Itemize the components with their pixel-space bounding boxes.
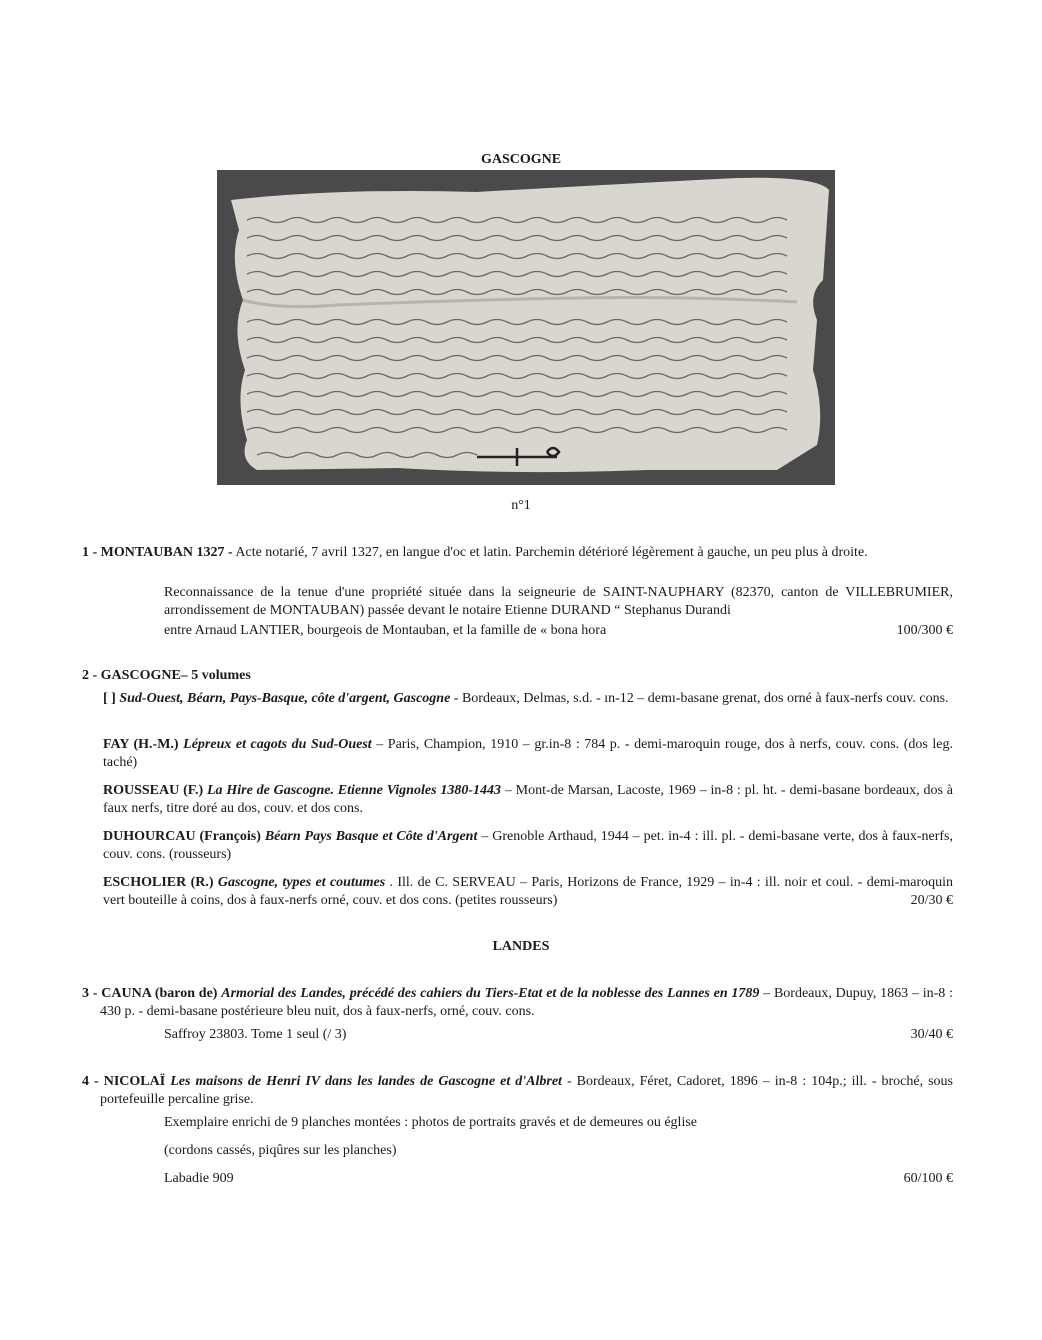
- lot-4-description-3-text: Labadie 909: [164, 1171, 234, 1186]
- lot-2-item-1-rest: - Bordeaux, Delmas, s.d. - ın-12 – demı-basane grenat, dos orné à faux-nerfs couv. cons.: [450, 691, 949, 706]
- section-title-gascogne: GASCOGNE: [480, 152, 562, 167]
- lot-4-rest: - Bordeaux, Féret, Cadoret, 1896 – in-8 : 104p.; ill. - broché, sous portefeuille percaline grise.: [100, 1074, 954, 1107]
- manuscript-image: [217, 170, 835, 485]
- lot-3-price: 30/40 €: [910, 1027, 953, 1042]
- lot-1-text: Acte notarié, 7 avril 1327, en langue d'oc et latin. Parchemin détérioré légèrement à gauche, un peu plus à droite.: [235, 545, 868, 560]
- lot-4-number: 4 -: [82, 1074, 99, 1089]
- lot-1-heading: MONTAUBAN 1327 -: [100, 545, 233, 560]
- lot-2-item-4-title: Béarn Pays Basque et Côte d'Argent: [264, 829, 478, 844]
- lot-2-item-3-author: ROUSSEAU (F.): [103, 783, 204, 798]
- section-title-landes: LANDES: [492, 939, 550, 954]
- parchment-photo: [217, 170, 835, 485]
- lot-1-description: Reconnaissance de la tenue d'une propriété située dans la seigneurie de SAINT-NAUPHARY (82370, canton de VILLEBRUMIER, arrondissement de MONTAUBAN) passée devant le notaire Etienne DURAND “ Stephanus Durandi: [164, 585, 953, 618]
- lot-2-item-2-title: Lépreux et cagots du Sud-Ouest: [183, 737, 372, 752]
- lot-4: [82, 1073, 953, 1109]
- lot-3-number: 3 -: [82, 986, 98, 1001]
- lot-2-item-5-title: Gascogne, types et coutumes: [217, 875, 386, 890]
- lot-2-item-1: [103, 690, 953, 708]
- lot-2: [82, 667, 953, 685]
- lot-4-description-3: [164, 1170, 953, 1188]
- lot-3-title: Armorial des Landes, précédé des cahiers du Tiers-Etat et de la noblesse des Lannes en 1789: [221, 986, 760, 1001]
- lot-3-description-text: Saffroy 23803. Tome 1 seul (/ 3): [164, 1027, 347, 1042]
- lot-2-item-4: [103, 828, 953, 864]
- lot-3-description: [164, 1026, 953, 1044]
- lot-2-item-4-rest: – Grenoble Arthaud, 1944 – pet. in-4 : ill. pl. - demi-basane verte, dos à faux-nerfs, couv. cons. (rousseurs): [103, 829, 954, 862]
- lot-2-item-2-rest: – Paris, Champion, 1910 – gr.in-8 : 784 p. - demi-maroquin rouge, dos à nerfs, couv. cons. (dos leg. taché): [103, 737, 954, 770]
- lot-2-item-5-rest: . Ill. de C. SERVEAU – Paris, Horizons de France, 1929 – in-4 : ill. noir et coul. - demi-maroquin vert bouteille à coins, dos à faux-nerfs orné, couv. et dos cons. (petites rousseurs): [103, 875, 954, 908]
- lot-1-price: 100/300 €: [896, 623, 953, 638]
- lot-2-item-5-author: ESCHOLIER (R.): [103, 875, 214, 890]
- lot-2-item-2-author: FAY (H.-M.): [103, 737, 179, 752]
- lot-3: [82, 985, 953, 1021]
- lot-2-price: 20/30 €: [910, 893, 953, 908]
- lot-1: [82, 544, 953, 562]
- lot-1-number: 1 -: [82, 545, 98, 560]
- lot-2-item-2: [103, 736, 953, 772]
- lot-3-rest: – Bordeaux, Dupuy, 1863 – in-8 : 430 p. - demi-basane postérieure bleu nuit, dos à faux-nerfs, orné, couv. cons.: [100, 986, 953, 1019]
- lot-2-item-1-author: [ ]: [103, 691, 116, 706]
- lot-2-item-3-title: La Hire de Gascogne. Etienne Vignoles 1380-1443: [207, 783, 502, 798]
- lot-4-title: Les maisons de Henri IV dans les landes de Gascogne et d'Albret: [170, 1074, 562, 1089]
- lot-4-price: 60/100 €: [903, 1171, 953, 1186]
- lot-2-heading: GASCOGNE– 5 volumes: [100, 668, 251, 683]
- lot-2-item-3-rest: – Mont-de Marsan, Lacoste, 1969 – in-8 : pl. ht. - demi-basane bordeaux, dos à faux nerfs, titre doré au dos, couv. et dos cons.: [103, 783, 953, 816]
- image-caption: n°1: [511, 498, 531, 513]
- lot-4-description: Exemplaire enrichi de 9 planches montées : photos de portraits gravés et de demeures ou église: [164, 1115, 697, 1130]
- lot-2-item-4-author: DUHOURCAU (François): [103, 829, 261, 844]
- lot-4-heading: NICOLAÏ: [103, 1074, 166, 1089]
- lot-1-description-2-text: entre Arnaud LANTIER, bourgeois de Montauban, et la famille de « bona hora: [164, 623, 607, 638]
- lot-2-item-1-title: Sud-Ouest, Béarn, Pays-Basque, côte d'argent, Gascogne: [119, 691, 451, 706]
- lot-4-description-2: (cordons cassés, piqûres sur les planches): [164, 1143, 397, 1158]
- lot-1-description-2: [164, 622, 953, 640]
- lot-2-number: 2 -: [82, 668, 98, 683]
- lot-2-item-3: [103, 782, 953, 818]
- lot-3-heading: CAUNA (baron de): [101, 986, 218, 1001]
- lot-2-item-5: [103, 874, 953, 910]
